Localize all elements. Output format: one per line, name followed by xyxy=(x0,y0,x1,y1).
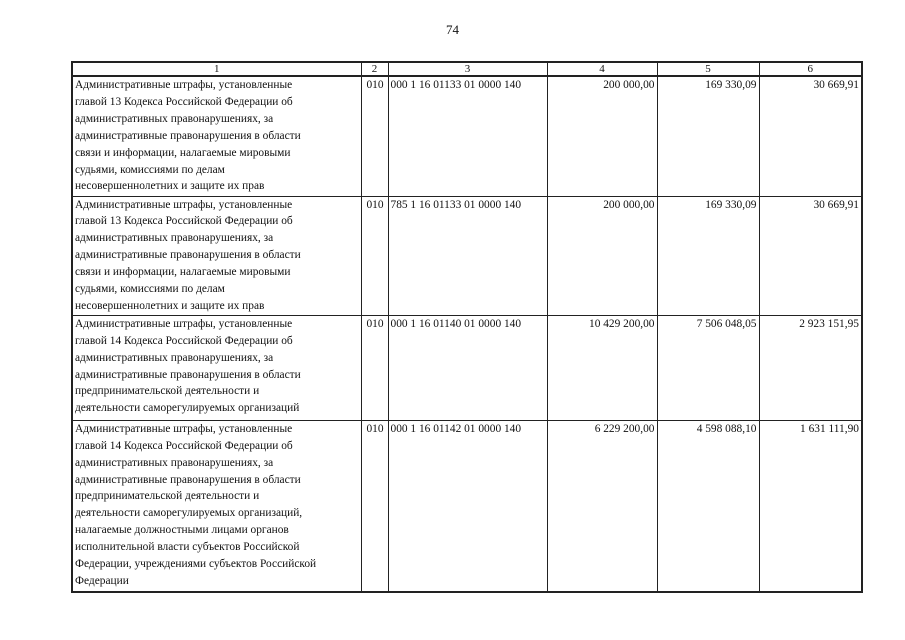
row-value-col4: 10 429 200,00 xyxy=(547,315,657,420)
column-header-3: 3 xyxy=(388,62,547,76)
table-row xyxy=(72,420,862,592)
column-header-2: 2 xyxy=(361,62,388,76)
row-value-col4: 6 229 200,00 xyxy=(547,420,657,592)
row-code: 010 xyxy=(361,76,388,196)
row-value-col6: 30 669,91 xyxy=(759,196,862,315)
column-header-4: 4 xyxy=(547,62,657,76)
budget-table xyxy=(71,61,863,593)
row-value-col6: 30 669,91 xyxy=(759,76,862,196)
row-description: Административные штрафы, установленные главой 13 Кодекса Российской Федерации об административных правонарушениях, за административные правонарушения в области связи и информации, налагаемые мировыми судьями, комиссиями по делам несовершеннолетних и защите их прав xyxy=(72,76,361,196)
row-value-col5: 4 598 088,10 xyxy=(657,420,759,592)
row-value-col6: 2 923 151,95 xyxy=(759,315,862,420)
page-number: 74 xyxy=(446,22,459,37)
row-classification-code: 000 1 16 01133 01 0000 140 xyxy=(388,76,547,196)
row-code: 010 xyxy=(361,196,388,315)
column-header-5: 5 xyxy=(657,62,759,76)
row-value-col5: 169 330,09 xyxy=(657,76,759,196)
row-description: Административные штрафы, установленные главой 13 Кодекса Российской Федерации об административных правонарушениях, за административные правонарушения в области связи и информации, налагаемые мировыми судьями, комиссиями по делам несовершеннолетних и защите их прав xyxy=(72,196,361,315)
row-value-col5: 169 330,09 xyxy=(657,196,759,315)
column-header-6: 6 xyxy=(759,62,862,76)
row-classification-code: 785 1 16 01133 01 0000 140 xyxy=(388,196,547,315)
row-value-col4: 200 000,00 xyxy=(547,76,657,196)
row-value-col5: 7 506 048,05 xyxy=(657,315,759,420)
row-classification-code: 000 1 16 01142 01 0000 140 xyxy=(388,420,547,592)
table-row xyxy=(72,76,862,196)
row-classification-code: 000 1 16 01140 01 0000 140 xyxy=(388,315,547,420)
row-value-col4: 200 000,00 xyxy=(547,196,657,315)
row-code: 010 xyxy=(361,420,388,592)
row-value-col6: 1 631 111,90 xyxy=(759,420,862,592)
table-row xyxy=(72,315,862,420)
row-description: Административные штрафы, установленные главой 14 Кодекса Российской Федерации об административных правонарушениях, за административные правонарушения в области предпринимательской деятельности и деятельности саморегулируемых организаций, налагаемые должностными лицами органов исполнительной власти субъектов Российской Федерации, учреждениями субъектов Российской Федерации xyxy=(72,420,361,592)
table-header-row xyxy=(72,62,862,76)
table-row xyxy=(72,196,862,315)
column-header-1: 1 xyxy=(72,62,361,76)
row-description: Административные штрафы, установленные главой 14 Кодекса Российской Федерации об административных правонарушениях, за административные правонарушения в области предпринимательской деятельности и деятельности саморегулируемых организаций xyxy=(72,315,361,420)
row-code: 010 xyxy=(361,315,388,420)
